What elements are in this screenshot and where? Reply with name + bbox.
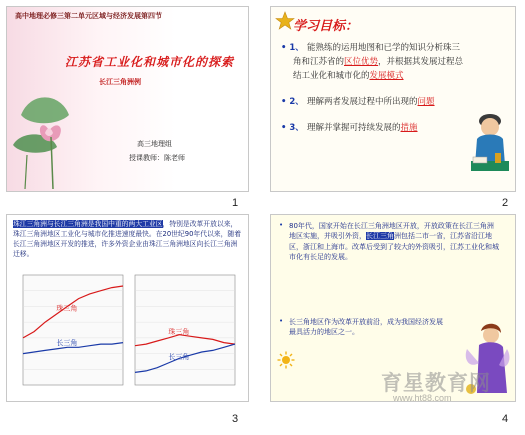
slide4-p1-highlight: 长江三角 [366, 232, 394, 241]
slide-4[interactable] [270, 214, 516, 402]
slide4-p2-highlight: 长三角 [289, 318, 310, 326]
objective-bullet: • 3、 [281, 123, 304, 133]
slide4-bullet: • [279, 317, 284, 325]
objective-text: 能熟练的运用地图和已学的知识分析珠三角和江苏省的 [293, 43, 461, 67]
slide-1[interactable] [6, 6, 249, 192]
objective-bullet: • 1、 [281, 43, 304, 53]
star-icon [275, 11, 295, 31]
slide4-p2-post: 地区作为改革开放前沿，成为我国经济发展最具活力的地区之一。 [289, 318, 443, 337]
lotus-decoration [11, 85, 81, 189]
slide4-p1-post: 洲包括二市一省，江苏省沿江地区，浙江和上海市。改革后受到了较大的外资吸引，江苏工业化和城市化有长足的发展。 [289, 232, 499, 261]
objective-text: 理解两者发展过程中所出现的 [307, 97, 418, 107]
sun-icon [277, 351, 295, 369]
objective-highlight: 区位优势 [344, 57, 379, 67]
slide4-bullet: • [279, 221, 284, 229]
series-label: 长三角 [56, 338, 78, 347]
objective-item [281, 121, 467, 135]
series-label: 珠三角 [168, 327, 190, 336]
slide1-subtitle: 长江三角洲例 [99, 78, 141, 86]
objective-item [281, 41, 467, 83]
slide1-teacher: 授课教师：陈老师 [129, 154, 185, 162]
student-illustration [467, 105, 513, 187]
slide1-unit: 高三地理组 [137, 140, 172, 148]
objective-text-2: ，并根据其发展过程总结工业化和城市化的 [293, 57, 464, 81]
slide-number-1: 1 [232, 197, 239, 209]
series-label: 珠三角 [56, 304, 78, 313]
slide-number-4: 4 [502, 413, 509, 425]
slide-2[interactable] [270, 6, 516, 192]
slide1-top-text: 高中地理必修三第二单元区域与经济发展第四节 [15, 12, 162, 20]
series-label: 长三角 [168, 353, 190, 361]
slide4-paragraph-2 [289, 317, 449, 338]
slide-3[interactable] [6, 214, 249, 402]
objective-item [281, 95, 467, 109]
objective-highlight: 措施 [400, 123, 418, 133]
watermark-text: 育星教育网 [381, 371, 491, 395]
slide-number-2: 2 [502, 197, 509, 209]
objective-highlight: 问题 [417, 97, 435, 107]
slide3-text [13, 219, 243, 259]
slide-number-3: 3 [232, 413, 239, 425]
objective-bullet: • 2、 [281, 97, 304, 107]
line-charts [17, 269, 243, 401]
chart-panel [23, 275, 123, 385]
objective-text: 理解并掌握可持续发展的 [307, 123, 401, 133]
objective-highlight-2: 发展模式 [369, 71, 404, 81]
slide2-heading: 学习目标： [293, 19, 359, 34]
watermark-url: www.ht88.com [393, 393, 452, 402]
slide3-body: ，特别是改革开放以来，珠江三角洲地区工业化与城市化推进速度最快。在20世纪90年代以来，随着长江三角洲地区开发的推进，许多外资企业由珠江三角洲地区向长江三角洲迁移。 [13, 220, 241, 258]
slide3-highlight: 珠江三角洲与长江三角洲是我国中重的两大工业区 [13, 220, 163, 228]
slide1-title: 江苏省工业化和城市化的探索 [65, 55, 235, 69]
slide4-p1-pre: 80年代，国家开始在长江三角洲地区开放，开放政策在长江三角洲地区实施，并吸引外资， [289, 222, 494, 241]
slide4-paragraph-1 [289, 221, 499, 262]
objectives-list [281, 41, 467, 142]
